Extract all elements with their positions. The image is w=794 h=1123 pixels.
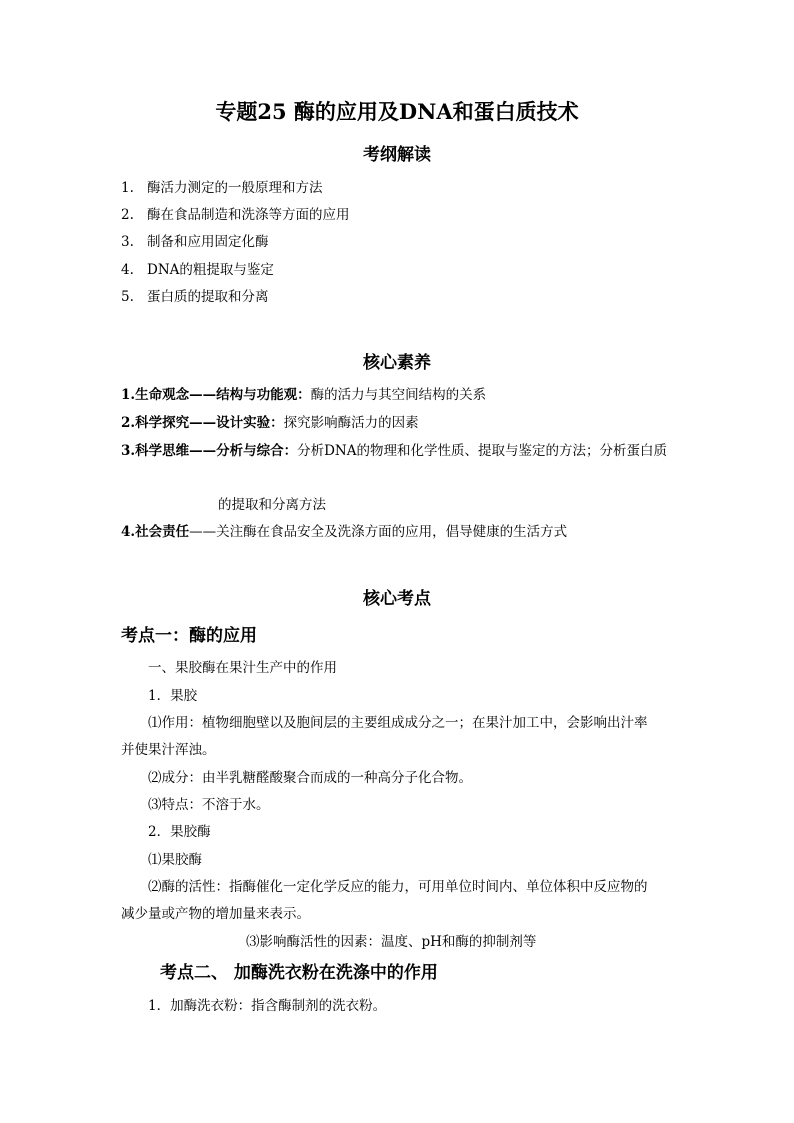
core-heading: 核心考点 [363,589,431,609]
list-item: 5. 蛋白质的提取和分离 [121,289,269,305]
paragraph: ⑵成分：由半乳糖醛酸聚合而成的一种高分子化合物。 [148,770,472,786]
paragraph: ⑴作用：植物细胞壁以及胞间层的主要组成成分之一；在果汁加工中，会影响出汁率 [148,715,648,731]
point-one-title: 考点一：酶的应用 [121,626,257,646]
page-title: 专题25 酶的应用及DNA和蛋白质技术 [215,99,579,124]
paragraph: 1．加酶洗衣粉：指含酶制剂的洗衣粉。 [148,998,387,1014]
list-item: 2. 酶在食品制造和洗涤等方面的应用 [121,207,350,223]
paragraph: ⑵酶的活性：指酶催化一定化学反应的能力，可用单位时间内、单位体积中反应物的 [148,879,648,895]
literacy-heading: 核心素养 [363,353,431,373]
subsection-heading: 1．果胶 [148,688,198,704]
list-item: 4. DNA的粗提取与鉴定 [121,262,274,278]
literacy-item: 2.科学探究——设计实验：探究影响酶活力的因素 [121,415,419,431]
paragraph: ⑴果胶酶 [148,852,202,868]
literacy-item: 1.生命观念——结构与功能观：酶的活力与其空间结构的关系 [121,387,487,403]
literacy-item: 3.科学思维——分析与综合：分析DNA的物理和化学性质、提取与鉴定的方法；分析蛋白质 [121,443,667,459]
list-item: 1. 酶活力测定的一般原理和方法 [121,180,323,196]
section-heading: 一、果胶酶在果汁生产中的作用 [148,660,337,676]
literacy-item-continuation: 的提取和分离方法 [218,497,326,513]
paragraph-continuation: 并使果汁浑浊。 [121,742,216,758]
point-two-title: 考点二、 加酶洗衣粉在洗涤中的作用 [160,963,438,983]
literacy-item: 4.社会责任——关注酶在食品安全及洗涤方面的应用，倡导健康的生活方式 [121,524,568,540]
paragraph: ⑶影响酶活性的因素：温度、pH和酶的抑制剂等 [246,934,537,950]
paragraph-continuation: 减少量或产物的增加量来表示。 [121,906,310,922]
list-item: 3. 制备和应用固定化酶 [121,234,269,250]
paragraph: ⑶特点：不溶于水。 [148,797,270,813]
outline-heading: 考纲解读 [363,145,431,165]
subsection-heading: 2．果胶酶 [148,824,211,840]
